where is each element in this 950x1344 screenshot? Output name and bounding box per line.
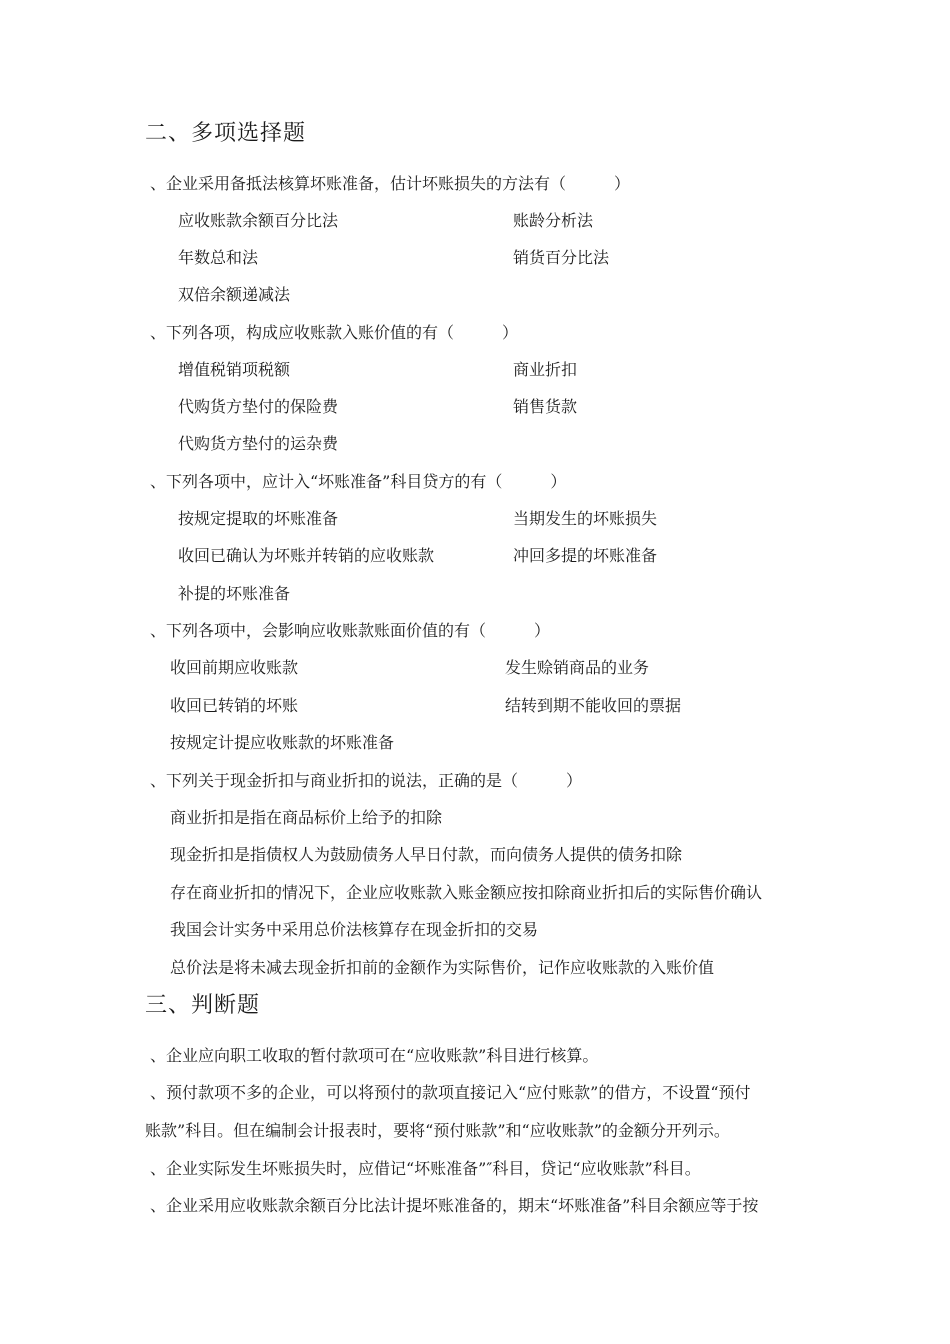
question-stem: 、下列关于现金折扣与商业折扣的说法，正确的是（ ） (150, 771, 583, 790)
option-e: 代购货方垫付的运杂费 (178, 434, 339, 453)
option-d: 冲回多提的坏账准备 (513, 546, 658, 565)
option-b: 商业折扣 (513, 360, 578, 379)
option-d: 结转到期不能收回的票据 (505, 696, 682, 715)
statement-line: 、预付款项不多的企业，可以将预付的款项直接记入“应付账款”的借方，不设置“预付 (150, 1083, 751, 1102)
option-c: 收回已确认为坏账并转销的应收账款 (178, 546, 435, 565)
option-b: 现金折扣是指债权人为鼓励债务人早日付款，而向债务人提供的债务扣除 (170, 845, 683, 864)
option-d: 我国会计实务中采用总价法核算存在现金折扣的交易 (170, 920, 539, 939)
statement-line: 、企业实际发生坏账损失时，应借记“坏账准备”″科目，贷记“应收账款”科目。 (150, 1159, 701, 1178)
option-b: 账龄分析法 (513, 211, 594, 230)
option-a: 按规定提取的坏账准备 (178, 509, 339, 528)
section-heading-true-false: 三、判断题 (145, 993, 261, 1018)
option-d: 销售货款 (513, 397, 578, 416)
statement-line: 账款”科目。但在编制会计报表时，要将“预付账款”和“应收账款”的金额分开列示。 (145, 1121, 730, 1140)
option-c: 存在商业折扣的情况下，企业应收账款入账金额应按扣除商业折扣后的实际售价确认 (170, 883, 763, 902)
option-b: 当期发生的坏账损失 (513, 509, 658, 528)
option-c: 代购货方垫付的保险费 (178, 397, 339, 416)
option-d: 销货百分比法 (513, 248, 610, 267)
option-e: 补提的坏账准备 (178, 584, 291, 603)
question-stem: 、下列各项，构成应收账款入账价值的有（ ） (150, 323, 519, 342)
option-a: 收回前期应收账款 (170, 658, 299, 677)
option-a: 应收账款余额百分比法 (178, 211, 339, 230)
option-e: 按规定计提应收账款的坏账准备 (170, 733, 395, 752)
option-c: 收回已转销的坏账 (170, 696, 299, 715)
option-e: 总价法是将未减去现金折扣前的金额作为实际售价，记作应收账款的入账价值 (170, 958, 715, 977)
option-a: 增值税销项税额 (178, 360, 291, 379)
option-e: 双倍余额递减法 (178, 285, 291, 304)
option-b: 发生赊销商品的业务 (505, 658, 650, 677)
option-c: 年数总和法 (178, 248, 259, 267)
statement-line: 、企业应向职工收取的暂付款项可在“应收账款”科目进行核算。 (150, 1046, 599, 1065)
question-stem: 、下列各项中，应计入“坏账准备”科目贷方的有（ ） (150, 472, 567, 491)
option-a: 商业折扣是指在商品标价上给予的扣除 (170, 808, 443, 827)
question-stem: 、下列各项中，会影响应收账款账面价值的有（ ） (150, 621, 551, 640)
section-heading-multiple-choice: 二、多项选择题 (145, 121, 307, 146)
question-stem: 、企业采用备抵法核算坏账准备，估计坏账损失的方法有（ ） (150, 174, 631, 193)
statement-line: 、企业采用应收账款余额百分比法计提坏账准备的，期末“坏账准备”科目余额应等于按 (150, 1196, 759, 1215)
